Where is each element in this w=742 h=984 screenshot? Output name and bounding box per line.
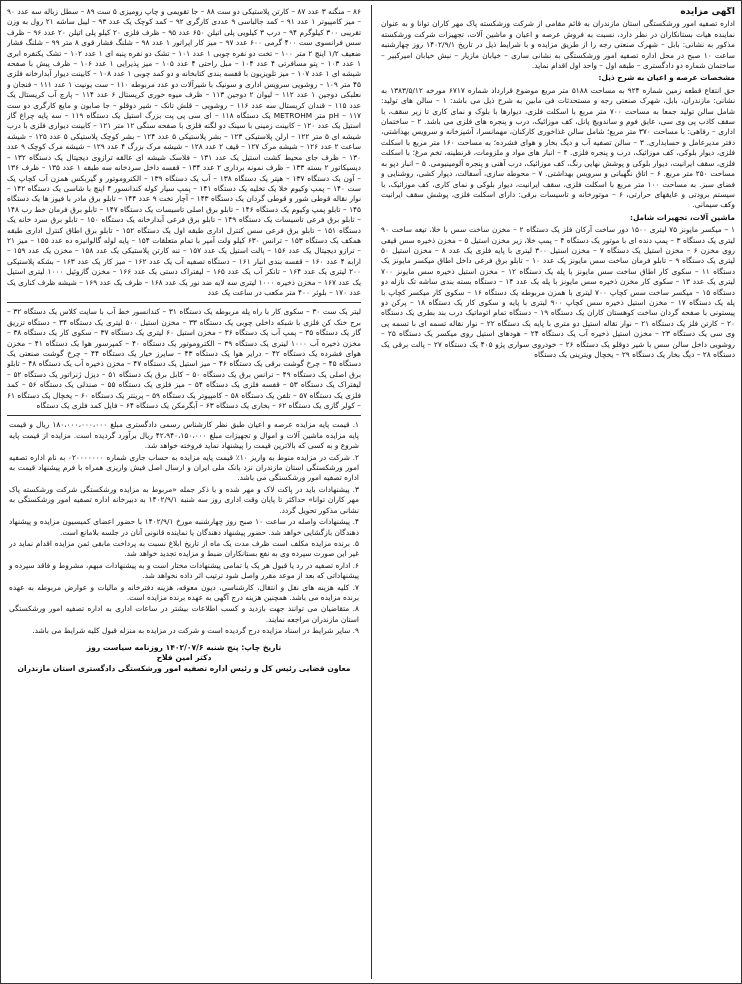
signature-block	[7, 643, 361, 675]
specs-heading: مشخصات عرصه و اعیان به شرح ذیل:	[598, 73, 735, 83]
condition-item: ۳. پیشنهادات باید در پاکت لاک و مهر شده و با ذکر جمله «مربوط به مزایده ورشکستگی شرکت ورشکسته پاک مهر کاران توانا» حداکثر تا پایان وقت اداری روز سه شنبه ۱۴۰۲/۹/۱ به دبیرخانه اداره تصفیه امور ورشکستگی به نشانی مذکور تحویل گردد.	[9, 484, 359, 515]
section-divider	[7, 302, 361, 303]
notice-title: آگهی مزایده	[680, 7, 735, 17]
machinery-list-left-top: ۸۶ – منگنه ۳ عدد ۸۷ – کارتن پلاستیکی دو ست ۸۸ – جا تقویمی و چاپ رومیزی ۵ ست ۸۹ – سطل زباله سه عدد ۹۰ – میز کامپیوتر ۱ عدد ۹۱ – کمد جالباسی ۹ عددی کارگری ۹۲ – کمد کوچک یک عدد ۹۳ – لیبل ساشه ۲۱ رول به وزن تقریبی ۳۰۰ کیلوگرم ۹۴ – درب ۳ کیلویی پلی اتیلن ۶۵۰ عدد ۹۵ – ظرف فلزی ۲۰ کیلو پلی اتیلن ۲۰ عدد ۹۶ – ظرف سس فرانسوی ست ۴۰۰ گرمی ۶۰۰ عدد ۹۷ – میز کار اپراتور ۱ عدد ۹۸ – شلنگ فشار قوی ۸ متر ۹۹ – شلنگ فشار ضعیف ۱/۲ اینچ ۲ متر ۱۰۰ – تخت دو نفره چوبی ۱ عدد ۱۰۱ – تشک دو نفره پنبه ای ۱ عدد ۱۰۲ – تشک یکنفره ابری ۱ عدد ۱۰۳ – پتو مسافرتی ۴ عدد ۱۰۴ – مبل راحتی ۴ عدد ۱۰۵ – میز پذیرایی ۱ عدد ۱۰۶ – ظرف پیش با صفحه شیشه ای ۱ عدد ۱۰۷ – میز تلویزیون با قفسه بندی کتابخانه و دو کمد چوبی ۱ عدد ۱۰۸ – کابینت دیوار آبدارخانه فلزی ۴۵ متر ۱۰۹ – روشویی سرویس اداری و سونیک با شیرآلات دو عدد مربوطه ۱۱۰ – ست یونیت ۱ عدد ۱۱۱ – فنجان و نعلبکی دوجین ۱ عدد ۱۱۲ – لیوان ۲ دوجین ۱۱۳ – ظرف میوه خوری کریستال ۶ عدد ۱۱۴ – پارچ آب کریستال یک عدد ۱۱۵ – قندان کریستال سه عدد ۱۱۶ – روشویی – قلش تانک – شیر دوقلو – جا صابون و مایع کارگری دو ست ۱۱۷ – pH متر METROHM یک دستگاه ۱۱۸ – ای سی پی پت بزرگ استیل یک دستگاه ۱۱۹ – سه پایه چراغ گاز استیل یک عدد ۱۲۰ – کابینت زمینی با سینک دو لگنه فلزی با صفحه سنگی ۱۲ متر ۱۲۱ – کابینت دیواری فلزی با درب شیشه ای ۵ متر ۱۲۲ – ارلن پلاستیکی ۱۲۳ – بشر پلاستیکی ۵ عدد ۱۲۴ – بشر کوچک پلاستیکی ۵ عدد ۱۲۵ – شیشه ساعت ۲ عدد ۱۲۶ – شیشه مرک ۱۲۷ – قیف ۲ عدد ۱۲۸ – شیشه مرک بزرگ ۴ عدد ۱۲۹ – شیشه مرک کوچک ۹ عدد ۱۳۰ – ظرف جای محیط کشت استیل یک عدد ۱۳۱ – فلاسک شیشه ای عالقه ترازوی دیجیتال یک دستگاه ۱۳۲ – دیسیکاتور ۲ بسته ۱۳۳ – ظرف نمونه برداری ۲ عدد ۱۳۴ – قفسه داخل سردخانه سه طبقه ۱ عدد ۱۳۵ – ظرف ۱۳۶ – آون یک دستگاه ۱۳۷ – هیتر یک دستگاه ۱۳۸ – آب یک دستگاه ۱۳۹ – الکتروموتور و گیربکس همزن آب کچاپ یک ست ۱۴۰ – پمپ وکیوم خلا یک تخلیه یک دستگاه ۱۴۱ – پمپ سیار کوله کندانسور ۴ اینچ با شاسی یک دستگاه ۱۴۲ – نوار نقاله قوطی شور و قوطی گردان یک دستگاه ۱۴۳ – آچار تخت ۹ عدد ۱۴۴ – تابلو برق مادر با فیوز ها یک دستگاه ۱۴۵ – تابلو پمپ وکیوم یک دستگاه ۱۴۶ – تابلو برق اصلی تاسیسات یک دستگاه ۱۴۷ – تابلو برق فرمان خط رب ۱۴۸ – تابلو برق فرعی تاسیسات یک دستگاه ۱۴۹ – تابلو برق فرعی آبدارخانه یک دستگاه ۱۵۰ – تابلو برق سرد خانه یک دستگاه ۱۵۱ – تابلو برق فرعی سس کنترل اداری طبقه اول یک دستگاه ۱۵۲ – تابلو برق اطاق کنترل اداری طبقه همکف یک دستگاه ۱۵۳ – ترانس ۶۳۰ کیلو ولت آمپر با تمام متعلقات ۱۵۴ – پایه لوله گالوانیزه ده عدد ۱۵۵ – میز ۲۱ – ترازو دیجیتال یک عدد ۱۵۶ – پالت استیل یک عدد ۱۵۷ – تنه کارتن پلاستیکی یک عدد ۱۵۸ – مخزن یک عدد ۱۵۹ – ارابه ۴ عدد ۱۶۰ – قفسه بندی انبار ۱۶۱ – دستگاه تصفیه آب یک عدد ۱۶۲ – میز کار یک عدد ۱۶۳ – بشکه پلاستیکی ۲۰۰ لیتری یک عدد ۱۶۴ – تانکر آب یک عدد ۱۶۵ – لیفتراک دستی یک عدد ۱۶۶ – مخزن گازوئیل ۱۰۰۰ لیتری استیل یک عدد ۱۶۷ – مخزن ذخیره ۱۰۰۰ لیتری سه لایه ضد نور یک عدد ۱۶۸ – ظرف یک عدد ۱۶۹ – شیشه ظرف کناری یک عدد ۱۷۰ – بلوئر ۴۰۰ متر مکعب در ساعت یک عدد	[7, 7, 361, 297]
notice-intro: اداره تصفیه امور ورشکستگی استان مازندران به قائم مقامی از شرکت ورشکسته پاک مهر کاران توانا و به عنوان نماینده هیات بستانکاران در نظر دارد، نسبت به فروش عرصه و اعیان و ماشین آلات، تجهیزات شرکت ورشکسته مذکور به نشانی: بابل – شهرک صنعتی رجه را از طریق مزایده و با شرایط ذیل در تاریخ ۱۴۰۲/۹/۱ روز چهارشنبه ساعت ۱۰ صبح در محل اداره تصفیه امور ورشکستگی به نشانی ساری – خیابان مازیار – نبش خیابان امیرکبیر – ساختمان شماره دو دادگستری – طبقه اول – واحد اول اقدام نماید.	[381, 19, 735, 71]
right-column	[381, 7, 735, 979]
signer-name: دکتر امین فلاح	[156, 653, 212, 663]
signer-role: معاون قضایی رئیس کل و رئیس اداره تصفیه امور ورشکستگی دادگستری استان مازندران	[17, 663, 351, 673]
left-column	[7, 7, 361, 979]
machinery-list-left-bottom: لیتر یک ست ۳۰ – سکوی کار با راه پله مربوطه یک دستگاه ۳۱ – کندانسور خط آب با سایت کلاس یک دستگاه ۳۲ – برج خنک کن فلزی با شبکه داخلی چوبی یک دستگاه ۳۳ – مخزن استیل ۵۰۰ لیتری یک دستگاه ۳۴ – دستگاه تزریق گاز یک دستگاه ۳۵ – پمپ آب یک دستگاه ۳۶ – مخزن استیل ۶۰ لیتری یک دستگاه ۳۷ – سکوی کار یک دستگاه ۳۸ – مخزن ذخیره آب ۱۰۰۰ لیتری یک دستگاه ۳۹ – الکتروموتور یک دستگاه ۴۰ – کمپرسور هوا یک دستگاه ۴۱ – مخزن هوای فشرده یک دستگاه ۴۲ – درایر هوا یک دستگاه ۴۳ – سایرز خیار یک دستگاه ۴۴ – چرخ گوشت صنعتی یک دستگاه ۴۵ – چرخ گوشت برقی یک دستگاه ۴۶ – میز استیل یک دستگاه ۴۷ – مخزن ذخیره آب یک دستگاه ۴۸ – تابلو برق اصلی یک دستگاه ۴۹ – ترانس برق یک دستگاه ۵۰ – کابل برق یک دستگاه ۵۱ – دیزل ژنراتور یک دستگاه ۵۲ – لیفتراک یک دستگاه ۵۳ – قفسه فلزی یک دستگاه ۵۴ – میز فلزی یک دستگاه ۵۵ – صندلی یک دستگاه ۵۶ – کمد فلزی یک دستگاه ۵۷ – تلفن یک دستگاه ۵۸ – کامپیوتر یک دستگاه ۵۹ – پرینتر یک دستگاه ۶۰ – یخچال یک دستگاه ۶۱ – کولر گازی یک دستگاه ۶۲ – بخاری یک دستگاه ۶۳ – آبگرمکن یک دستگاه ۶۴ – فایل کمد فلزی یک دستگاه	[7, 307, 361, 411]
condition-item: ۹. سایر شرایط در اسناد مزایده درج گردیده است و شرکت در مزایده به منزله قبول کلیه شرایط می باشد.	[32, 626, 359, 636]
section-divider	[7, 415, 361, 416]
machinery-heading: ماشین آلات، تجهیزات شامل:	[629, 212, 735, 222]
auction-conditions	[7, 420, 361, 636]
condition-item: ۴. پیشنهادات واصله در ساعت ۱۰ صبح روز چهارشنبه مورخ ۱۴۰۲/۹/۱ با حضور اعضای کمیسیون مزایده و پیشنهاد دهندگان بازگشایی خواهد شد. حضور پیشنهاد دهندگان یا نماینده قانونی آنان در جلسه بلامانع است.	[9, 517, 359, 537]
column-divider	[371, 5, 372, 979]
condition-item: ۵. برنده مزایده مکلف است ظرف مدت یک ماه از تاریخ ابلاغ نسبت به پرداخت مابقی ثمن مزایده اقدام نماید در غیر این صورت سپرده وی به نفع بستانکاران ضبط و مزایده تجدید خواهد شد.	[9, 538, 359, 559]
condition-item: ۸. متقاضیان می توانند جهت بازدید و کسب اطلاعات بیشتر در ساعات اداری به اداره تصفیه امور ورشکستگی استان مازندران مراجعه نمایند.	[9, 604, 359, 624]
condition-item: ۷. کلیه هزینه های نقل و انتقال، کارشناسی، دیون معوقه، هزینه دفترخانه و مالیات و عوارض مربوطه به عهده برنده مزایده می باشد. همچنین هزینه درج آگهی به عهده برنده مزایده است.	[9, 582, 359, 602]
condition-item: ۱. قیمت پایه مزایده عرصه و اعیان طبق نظر کارشناس رسمی دادگستری مبلغ ۱۸۰،۰۰۰،۰۰۰،۰۰۰ ریال و قیمت پایه مزایده ماشین آلات و اموال و تجهیزات مبلغ ۴۲،۹۴۰،۱۵۰،۰۰۰ ریال برآورد گردیده است. مزایده از قیمت پایه شروع و به کسی که بالاترین قیمت را پیشنهاد نماید فروخته خواهد شد.	[9, 420, 359, 451]
machinery-list-right: ۱ – میکسر مایونز ۷۵ لیتری ۱۵۰۰ دور ساخت آرکان فلز یک دستگاه ۲ – مخزن ساخت سس با خلا، تیغه ساخت ۹۰ لیتری یک دستگاه ۳ – پمپ دنده ای با موتور یک دستگاه ۴ – پمپ خلا، زیر مخزن استیل ۵ – مخزن ذخیره سس قیفی روی مخزن ۶ – مخزن استیل یک دستگاه ۷ – مخزن استیل ۳۰۰ لیتری با پایه فلزی یک عدد ۸ – مخزن استیل ۵۰ لیتری یک دستگاه ۹ – تابلو فرمان ساخت سس مایونز یک عدد ۱۰ – تابلو برق فرعی داخل اطاق میکسر مایونز یک دستگاه ۱۱ – سکوی کار اطاق ساخت سس مایونز با پله یک دستگاه ۱۲ – مخزن استیل ذخیره سس مایونز ۷۰۰ لیتری یک عدد ۱۳ – سکوی کار مخزن ذخیره سس مایونز با پله یک عدد ۱۴ – دستگاه بسته بندی ساشه تک نازله دو دستگاه ۱۵ – میکسر ساخت سس کچاپ ۷۰۰ لیتری با همزن مربوطه یک دستگاه ۱۶ – سکوی کار میکسر کچاپ با پله یک دستگاه ۱۷ – مخزن استیل ذخیره سس کچاپ ۹۰۰ لیتری با پایه و سکوی کار یک دستگاه ۱۸ – پرکن دو پیستونی با صفحه گردان ساخت کوهستان کاران یک دستگاه ۱۹ – دستگاه تمام اتوماتیک درب بند بطری یک دستگاه ۲۰ – کارتن فلز یک دستگاه ۲۱ – نوار نقاله استیل دو متری با پایه یک دستگاه ۲۲ – نوار نقاله تسمه ای با تسمه پی وی سی یک دستگاه ۲۳ – مخزن استیل ذخیره آب یک دستگاه ۲۴ – هودهای استیل روی میکسر یک دستگاه ۲۵ – روشویی داخل سالن سس با شیر دوقلو یک دستگاه ۲۶ – خودروی سواری پژو ۴۰۵ یک دستگاه ۲۷ – پالت برقی یک دستگاه ۲۸ – دیگ بخار یک دستگاه ۲۹ – یخچال ویترینی یک دستگاه	[381, 225, 735, 359]
condition-item: ۲. شرکت در مزایده منوط به واریز ۱۰٪ قیمت پایه مزایده به حساب جاری شماره ۰۲۰۰۰۰۰۰۰ به نام اداره تصفیه امور ورشکستگی استان مازندران نزد بانک ملی ایران و ارسال اصل فیش واریزی همراه با فرم پیشنهاد قیمت به اداره تصفیه امور ورشکستگی می باشد.	[9, 452, 359, 483]
condition-item: ۶. اداره تصفیه در رد یا قبول هر یک یا تمامی پیشنهادات مختار است و به پیشنهادات مبهم، مشروط و فاقد سپرده و پیشنهاداتی که بعد از موعد مقرر واصل شود ترتیب اثر داده نخواهد شد.	[9, 560, 359, 581]
print-date: تاریخ چاپ: پنج شنبه ۱۴۰۲/۰۷/۶ روزنامه سیاست روز	[86, 642, 282, 652]
specs-text: حق انتفاع قطعه زمین شماره ۹۲۴ به مساحت ۵۱۸۸ متر مربع موضوع قرارداد شماره ۶۷۱۷ مورخه ۱۳۸۳/۵/۱۲ به نشانی: مازندران، بابل، شهرک صنعتی رجه و مستحدثات فی مابین به شرح ذیل می باشد: ۱ – سالن های تولید: شامل سالن تولید جمعا به مساحت ۷۰۰ متر مربع با اسکلت فلزی، دیوارها با بلوک و نمای کاری تا زیر سقف، با سقف کاذب پی وی سی، عایق فوم و ساندویچ پانل، کف موزائیک، درب و پنجره های فلزی می باشد. ۲ – ساختمان اداری – رفاهی: با مساحت ۳۷۰ متر مربع؛ شامل سالن غذاخوری کارکنان، مهمانسرا، آشپزخانه و سرویس بهداشتی، دفتر مدیرعامل و حسابداری. ۳ – سالن تصفیه آب و دیگ بخار و هوای فشرده؛ به مساحت ۱۶۰ متر مربع با اسکلت فلزی، دیوار بلوکی، کف موزائیک، درب و پنجره فلزی. ۴ – انبار های مواد و ملزومات، قرنطینه، تخم مرغ؛ با اسکلت فلزی، سقف ایرانیت، دیوار بلوکی و پوشش نهایی رنگ، کف موزائیک، درب آهنی و پنجره آلومینیومی. ۵ – انبار دپو به مساحت ۲۵۰ متر مربع. ۶ – اتاق نگهبانی و سرویس بهداشتی. ۷ – محوطه سازی، آسفالت، دیوار کشی، روشنایی و فضای سبز. به مساحت ۱۰۰ متر مربع با اسکلت فلزی، سقف ایرانیت، دیوار بلوکی و نمای کاری، کف موزائیک، با سیستم برودتی و عایقهای حرارتی، ۶ – موتورخانه و تاسیسات برقی: دارای اسکلت فلزی، پوشش سقف ایرانیت وکف سیمانی.	[381, 85, 735, 210]
